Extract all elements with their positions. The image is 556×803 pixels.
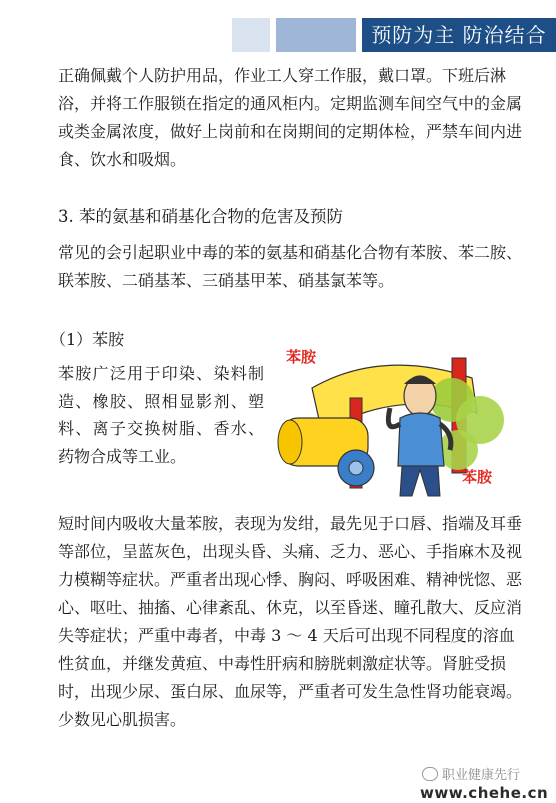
wheel-hub xyxy=(349,461,363,475)
section-paragraph: 常见的会引起职业中毒的苯的氨基和硝基化合物有苯胺、苯二胺、联苯胺、二硝基苯、三硝基甲苯、硝基氯苯等。 xyxy=(58,243,523,290)
illustration-label-top: 苯胺 xyxy=(286,349,317,366)
illustration-label-bottom: 苯胺 xyxy=(462,469,493,486)
section-heading: 3. 苯的氨基和硝基化合物的危害及预防 xyxy=(58,207,343,226)
header-decor-block-light xyxy=(232,18,270,52)
intro-paragraph: 正确佩戴个人防护用品，作业工人穿工作服，戴口罩。下班后淋浴，并将工作服锁在指定的通风柜内。定期监测车间空气中的金属或类金属浓度，做好上岗前和在岗期间的定期体检，严禁车间内进食、饮水和吸烟。 xyxy=(58,66,523,169)
watermark-account xyxy=(422,764,520,783)
aniline-illustration-svg xyxy=(272,338,516,506)
aniline-illustration xyxy=(272,338,516,506)
header-decor-block-mid xyxy=(276,18,356,52)
subsection-heading: （1）苯胺 xyxy=(50,330,125,349)
worker-shirt xyxy=(398,413,444,466)
watermark-account-name: 职业健康先行 xyxy=(442,768,521,783)
header-title: 预防为主 防治结合 xyxy=(362,18,556,52)
aniline-symptoms-text: 短时间内吸收大量苯胺，表现为发绀，最先见于口唇、指端及耳垂等部位，呈蓝灰色，出现头昏、头痛、乏力、恶心、手指麻木及视力模糊等症状。严重者出现心悸、胸闷、呼吸困难、精神恍惚、恶心、呕吐、抽搐、心律紊乱、休克，以至昏迷、瞳孔散大、反应消失等症状；严重中毒者，中毒 3 ～ 4 天后可出现不同程度的溶血性贫血，并继发黄疸、中毒性肝病和膀胱刺激症状等。肾脏受损时，出现少尿、蛋白尿、血尿等，严重者可发生急性肾功能衰竭。少数见心肌损害。 xyxy=(58,514,523,729)
worker-pants xyxy=(400,466,440,496)
chat-bubble-icon xyxy=(422,767,438,781)
watermark-url: www.chehe.cn xyxy=(420,784,549,802)
worker-arm-left xyxy=(388,408,400,427)
roller-end xyxy=(278,420,302,464)
aniline-uses-text: 苯胺广泛用于印染、染料制造、橡胶、照相显影剂、塑料、离子交换树脂、香水、药物合成等工业。 xyxy=(58,364,264,466)
